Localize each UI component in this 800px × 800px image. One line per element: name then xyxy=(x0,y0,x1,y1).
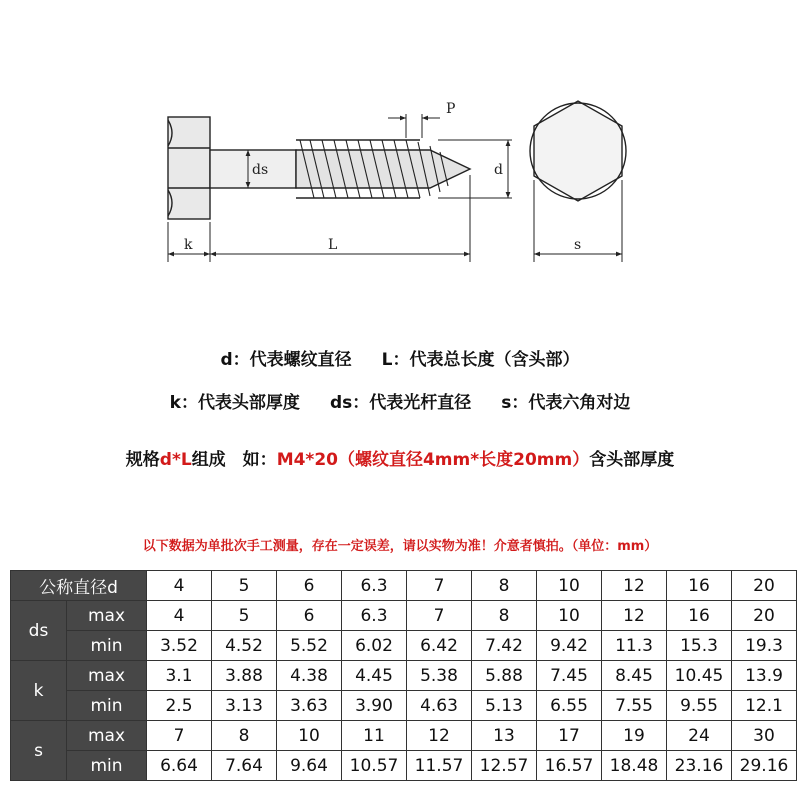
legend-line-2 xyxy=(0,388,800,413)
value-cell: 9.42 xyxy=(537,631,602,661)
row-label-min: min xyxy=(67,631,147,661)
legend-key-d: d xyxy=(220,350,233,370)
row-label-max: max xyxy=(67,601,147,631)
value-cell: 2.5 xyxy=(147,691,212,721)
value-cell: 12 xyxy=(602,601,667,631)
value-cell: 30 xyxy=(732,721,797,751)
value-cell: 8 xyxy=(472,601,537,631)
size-cell: 20 xyxy=(732,571,797,601)
table-row xyxy=(11,721,797,751)
size-cell: 6.3 xyxy=(342,571,407,601)
value-cell: 5.38 xyxy=(407,661,472,691)
value-cell: 4.52 xyxy=(212,631,277,661)
value-cell: 12 xyxy=(407,721,472,751)
value-cell: 13.9 xyxy=(732,661,797,691)
value-cell: 4 xyxy=(147,601,212,631)
value-cell: 11.3 xyxy=(602,631,667,661)
hex-head-side-view xyxy=(168,117,210,219)
spec-table xyxy=(10,570,797,781)
value-cell: 16.57 xyxy=(537,751,602,781)
table-row xyxy=(11,751,797,781)
value-cell: 12.57 xyxy=(472,751,537,781)
label-s: s xyxy=(574,237,582,253)
value-cell: 3.13 xyxy=(212,691,277,721)
value-cell: 24 xyxy=(667,721,732,751)
value-cell: 7.42 xyxy=(472,631,537,661)
legend-sep: ： xyxy=(232,350,250,370)
size-cell: 16 xyxy=(667,571,732,601)
value-cell: 18.48 xyxy=(602,751,667,781)
hex-head-end-view xyxy=(530,101,626,201)
row-label-min: min xyxy=(67,751,147,781)
label-l: L xyxy=(328,237,338,253)
value-cell: 17 xyxy=(537,721,602,751)
row-label-max: max xyxy=(67,661,147,691)
value-cell: 6.02 xyxy=(342,631,407,661)
value-cell: 3.63 xyxy=(277,691,342,721)
size-cell: 7 xyxy=(407,571,472,601)
legend-text-k: 代表头部厚度 xyxy=(197,393,300,413)
group-label-s: s xyxy=(11,721,67,781)
spec-formula: d*L xyxy=(159,450,192,470)
legend-line-1 xyxy=(0,345,800,370)
value-cell: 10.57 xyxy=(342,751,407,781)
value-cell: 11 xyxy=(342,721,407,751)
value-cell: 19.3 xyxy=(732,631,797,661)
value-cell: 10 xyxy=(537,601,602,631)
value-cell: 7 xyxy=(147,721,212,751)
legend-text-d: 代表螺纹直径 xyxy=(249,350,352,370)
legend-key-ds: ds xyxy=(329,393,353,413)
spec-example: M4*20（螺纹直径4mm*长度20mm） xyxy=(276,450,590,470)
value-cell: 16 xyxy=(667,601,732,631)
value-cell: 10.45 xyxy=(667,661,732,691)
value-cell: 6.64 xyxy=(147,751,212,781)
size-cell: 5 xyxy=(212,571,277,601)
row-label-max: max xyxy=(67,721,147,751)
label-k: k xyxy=(184,237,193,253)
value-cell: 8 xyxy=(212,721,277,751)
value-cell: 7.55 xyxy=(602,691,667,721)
value-cell: 3.90 xyxy=(342,691,407,721)
value-cell: 6 xyxy=(277,601,342,631)
value-cell: 3.1 xyxy=(147,661,212,691)
table-row xyxy=(11,601,797,631)
size-cell: 12 xyxy=(602,571,667,601)
measurement-note: 以下数据为单批次手工测量，存在一定误差，请以实物为准！介意者慎拍。（单位：mm） xyxy=(142,539,658,554)
size-cell: 8 xyxy=(472,571,537,601)
value-cell: 13 xyxy=(472,721,537,751)
legend-sep: ： xyxy=(352,393,370,413)
label-p: P xyxy=(446,101,456,117)
value-cell: 15.3 xyxy=(667,631,732,661)
value-cell: 7 xyxy=(407,601,472,631)
value-cell: 7.64 xyxy=(212,751,277,781)
legend-key-s: s xyxy=(501,393,512,413)
value-cell: 23.16 xyxy=(667,751,732,781)
value-cell: 12.1 xyxy=(732,691,797,721)
size-cell: 10 xyxy=(537,571,602,601)
value-cell: 7.45 xyxy=(537,661,602,691)
legend-sep: ： xyxy=(180,393,198,413)
value-cell: 9.55 xyxy=(667,691,732,721)
value-cell: 5.13 xyxy=(472,691,537,721)
value-cell: 11.57 xyxy=(407,751,472,781)
value-cell: 6.3 xyxy=(342,601,407,631)
table-row xyxy=(11,691,797,721)
legend-key-k: k xyxy=(169,393,181,413)
size-cell: 6 xyxy=(277,571,342,601)
value-cell: 20 xyxy=(732,601,797,631)
value-cell: 29.16 xyxy=(732,751,797,781)
legend-text-s: 代表六角对边 xyxy=(528,393,631,413)
threaded-section xyxy=(296,140,470,198)
size-header-row xyxy=(11,571,797,601)
group-label-ds: ds xyxy=(11,601,67,661)
value-cell: 10 xyxy=(277,721,342,751)
spec-format-line xyxy=(0,445,800,470)
spec-mid: 组成 如： xyxy=(191,450,277,470)
value-cell: 3.88 xyxy=(212,661,277,691)
table-row xyxy=(11,631,797,661)
value-cell: 6.42 xyxy=(407,631,472,661)
value-cell: 5.88 xyxy=(472,661,537,691)
value-cell: 6.55 xyxy=(537,691,602,721)
value-cell: 4.38 xyxy=(277,661,342,691)
legend-sep: ： xyxy=(392,350,410,370)
value-cell: 8.45 xyxy=(602,661,667,691)
spec-prefix: 规格 xyxy=(125,450,160,470)
value-cell: 4.63 xyxy=(407,691,472,721)
legend-text-l: 代表总长度（含头部） xyxy=(409,350,580,370)
table-row xyxy=(11,661,797,691)
value-cell: 3.52 xyxy=(147,631,212,661)
group-label-k: k xyxy=(11,661,67,721)
spec-suffix: 含头部厚度 xyxy=(589,450,675,470)
legend-text-ds: 代表光杆直径 xyxy=(369,393,472,413)
nominal-diameter-header: 公称直径d xyxy=(11,571,147,601)
legend-sep: ： xyxy=(511,393,529,413)
value-cell: 4.45 xyxy=(342,661,407,691)
legend-key-l: L xyxy=(381,350,393,370)
size-cell: 4 xyxy=(147,571,212,601)
label-ds: ds xyxy=(252,162,269,178)
value-cell: 5.52 xyxy=(277,631,342,661)
value-cell: 19 xyxy=(602,721,667,751)
screw-diagram xyxy=(0,0,800,300)
value-cell: 9.64 xyxy=(277,751,342,781)
label-d: d xyxy=(494,162,503,178)
value-cell: 5 xyxy=(212,601,277,631)
row-label-min: min xyxy=(67,691,147,721)
